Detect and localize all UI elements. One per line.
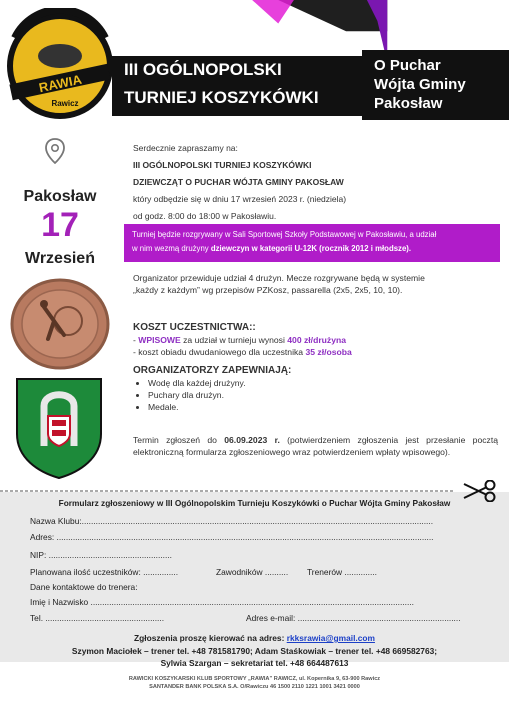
footer-bank: SANTANDER BANK POLSKA S.A. O/Rawiczu 46 1500 2110 1221 1001 3421 0000 [149, 684, 360, 690]
event-day: 17 [41, 206, 79, 244]
deadline-b: (potwierdzeniem zgłoszenia jest przesłanie pocztą elektroniczną formularza zgłoszeniowego wraz potwierdzeniem wpłaty wpisowego). [133, 435, 498, 457]
venue-line2 [132, 242, 492, 256]
email-field[interactable]: Adres e-mail: ...................................................................... [246, 613, 461, 623]
title-line1: III OGÓLNOPOLSKI [124, 60, 282, 79]
location-pin-icon [44, 138, 66, 164]
invite-line1: Serdecznie zapraszamy na: [133, 143, 238, 153]
list-item: • Medale. [148, 401, 246, 413]
invitation-text [133, 140, 433, 225]
players-field[interactable]: Zawodników .......... [216, 567, 289, 577]
deadline-text [133, 434, 498, 458]
submission-line [0, 633, 509, 643]
coaches-field[interactable]: Trenerów .............. [307, 567, 377, 577]
cut-line [0, 489, 509, 493]
place-name: Pakosław [23, 188, 97, 205]
submission-lead: Zgłoszenia proszę kierować na adres: [134, 633, 287, 643]
organizer-text [133, 272, 493, 296]
participants-field[interactable]: Planowana ilość uczestników: ............... [30, 567, 179, 577]
title-line2: TURNIEJ KOSZYKÓWKI [124, 88, 319, 107]
provides-list [136, 377, 246, 413]
venue-line2-b: dziewczyn w kategorii U-12K (rocznik 2012 i młodsze). [210, 244, 412, 253]
deadline-date: 06.09.2023 r. [224, 435, 280, 445]
org-line1: Organizator przewiduje udział 4 drużyn. Mecze rozgrywane będą w systemie [133, 273, 425, 283]
invite-line3: DZIEWCZĄT O PUCHAR WÓJTA GMINY PAKOSŁAW [133, 177, 344, 187]
contact-label: Dane kontaktowe do trenera: [30, 582, 138, 592]
invite-line4: który odbędzie się w dniu 17 wrzesień 2023 r. (niedziela) [133, 194, 347, 204]
fee-line [133, 334, 352, 346]
medal-image [8, 277, 112, 371]
nip-field[interactable]: NIP: ..................................................... [30, 550, 172, 560]
logo-top-text: RAWIA [37, 71, 84, 96]
form-title: Formularz zgłoszeniowy w III Ogólnopolskim Turnieju Koszykówki o Puchar Wójta Gminy Pakosław [58, 498, 451, 508]
coaches-contact: Szymon Maciołek – trener tel. +48 781581790; Adam Staśkowiak – trener tel. +48 669582763; [71, 646, 438, 656]
club-name-field[interactable]: Nazwa Klubu:....................................................................................................................................................... [30, 516, 434, 526]
cup-line3: Pakosław [374, 95, 443, 112]
event-month: Wrzesień [25, 250, 95, 267]
org-line2: „każdy z każdym” wg przepisów PZKosz, passarella (2x5, 2x5, 10, 10). [133, 285, 403, 295]
fee-dash: - [133, 335, 139, 345]
footer-address: RAWICKI KOSZYKARSKI KLUB SPORTOWY „RAWIA” RAWICZ, ul. Kopernika 9, 63-900 Rawicz [128, 676, 381, 682]
dinner-value: 35 zł/osoba [305, 347, 352, 357]
invite-line5: od godz. 8:00 do 18:00 w Pakosławiu. [133, 211, 277, 221]
provides-title: ORGANIZATORZY ZAPEWNIAJĄ: [133, 365, 292, 376]
venue-banner [124, 224, 500, 262]
fee-label: WPISOWE [138, 335, 181, 345]
cup-line1: O Puchar [374, 57, 441, 74]
dinner-line [133, 346, 352, 358]
full-name-field[interactable]: Imię i Nazwisko ........................................................................................................................................... [30, 597, 414, 607]
address-field[interactable]: Adres: .................................................................................................................................................................. [30, 532, 434, 542]
venue-line2-a: w nim wezmą drużyny [132, 244, 211, 253]
coat-of-arms-image [14, 376, 104, 480]
secretary-contact: Sylwia Szargan – sekretariat tel. +48 664487613 [160, 658, 349, 668]
logo-bottom-text: Rawicz [51, 99, 79, 108]
contact-email-link[interactable]: rkksrawia@gmail.com [286, 633, 375, 643]
tel-field[interactable]: Tel. ................................................... [30, 613, 165, 623]
fee-value: 400 zł/drużyna [287, 335, 347, 345]
tournament-title [112, 56, 372, 116]
fee-text: za udział w turnieju wynosi [180, 335, 288, 345]
cup-title [362, 50, 509, 120]
venue-line1: Turniej będzie rozgrywany w Sali Sportowej Szkoły Podstawowej w Pakosławiu, a udział [132, 230, 437, 239]
deadline-a: Termin zgłoszeń do [133, 435, 225, 445]
rawia-logo [5, 8, 115, 120]
cup-line2: Wójta Gminy [374, 76, 466, 93]
cost-title: KOSZT UCZESTNICTWA:: [133, 322, 256, 333]
dinner-text: - koszt obiadu dwudaniowego dla uczestnika [133, 347, 306, 357]
list-item: • Puchary dla drużyn. [148, 389, 246, 401]
cost-lines [133, 334, 352, 358]
list-item: • Wodę dla każdej drużyny. [148, 377, 246, 389]
invite-line2: III OGÓLNOPOLSKI TURNIEJ KOSZYKÓWKI [133, 160, 312, 170]
